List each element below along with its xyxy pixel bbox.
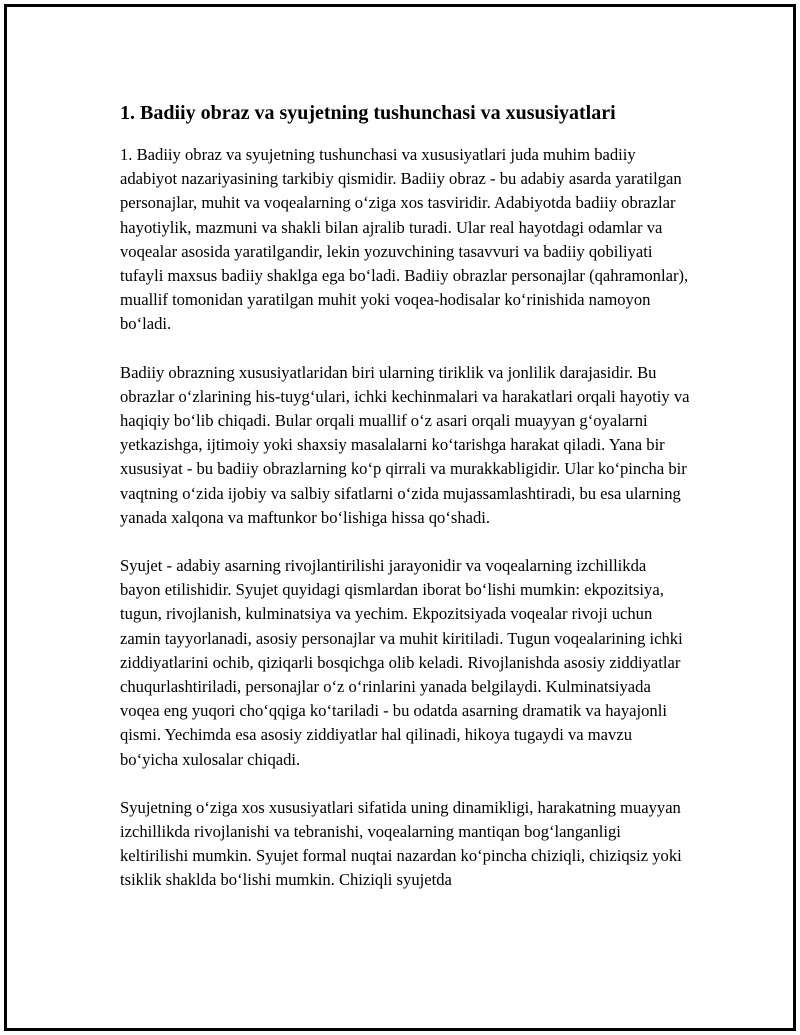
paragraph-2: Badiiy obrazning xususiyatlaridan biri ularning tiriklik va jonlilik darajasidir. Bu obrazlar o‘zlarining his-tuyg‘ulari, ichki kechinmalari va harakatlari orqali hayotiy va haqiqiy bo‘lib chiqadi. Bular orqali muallif o‘z asari orqali muayyan g‘oyalarni yetkazishga, ijtimoiy yoki shaxsiy masalalarni ko‘tarishga harakat qiladi. Yana bir xususiyat - bu badiiy obrazlarning ko‘p qirrali va murakkabligidir. Ular ko‘pincha bir vaqtning o‘zida ijobiy va salbiy sifatlarni o‘zida mujassamlashtiradi, bu esa ularning yanada xalqona va maftunkor bo‘lishiga hissa qo‘shadi. — [120, 362, 690, 527]
document-body — [120, 99, 690, 917]
paragraph-4: Syujetning o‘ziga xos xususiyatlari sifatida uning dinamikligi, harakatning muayyan izchillikda rivojlanishi va tebranishi, voqealarning mantiqan bog‘langanligi keltirilishi mumkin. Syujet formal nuqtai nazardan ko‘pincha chiziqli, chiziqsiz yoki tsiklik shaklda bo‘lishi mumkin. Chiziqli syujetda — [120, 797, 682, 890]
paragraph-1: 1. Badiiy obraz va syujetning tushunchasi va xususiyatlari juda muhim badiiy adabiyot nazariyasining tarkibiy qismidir. Badiiy obraz - bu adabiy asarda yaratilgan personajlar, muhit va voqealarning o‘ziga xos tasviridir. Adabiyotda badiiy obrazlar hayotiylik, mazmuni va shakli bilan ajralib turadi. Ular real hayotdagi odamlar va voqealar asosida yaratilgandir, lekin yozuvchining tasavvuri va badiiy qobiliyati tufayli maxsus badiiy shaklga ega bo‘ladi. Badiiy obrazlar personajlar (qahramonlar), muallif tomonidan yaratilgan muhit yoki voqea-hodisalar ko‘rinishida namoyon bo‘ladi. — [120, 145, 689, 334]
paragraph-3: Syujet - adabiy asarning rivojlantirilishi jarayonidir va voqealarning izchillikda bayon etilishidir. Syujet quyidagi qismlardan iborat bo‘lishi mumkin: ekpozitsiya, tugun, rivojlanish, kulminatsiya va yechim. Ekpozitsiyada voqealar rivoji uchun zamin tayyorlanadi, asosiy personajlar va muhit kiritiladi. Tugun voqealarining ichki ziddiyatlarini ochib, qiziqarli bosqichga olib keladi. Rivojlanishda asosiy ziddiyatlar chuqurlashtiriladi, personajlar o‘z o‘rinlarini yanada belgilaydi. Kulminatsiyada voqea eng yuqori cho‘qqiga ko‘tariladi - bu odatda asarning dramatik va hayajonli qismi. Yechimda esa asosiy ziddiyatlar hal qilinadi, hikoya tugaydi va mavzu bo‘yicha xulosalar chiqadi. — [120, 556, 683, 769]
document-page — [4, 4, 796, 1031]
document-title: 1. Badiiy obraz va syujetning tushunchasi va xususiyatlari — [120, 102, 616, 124]
